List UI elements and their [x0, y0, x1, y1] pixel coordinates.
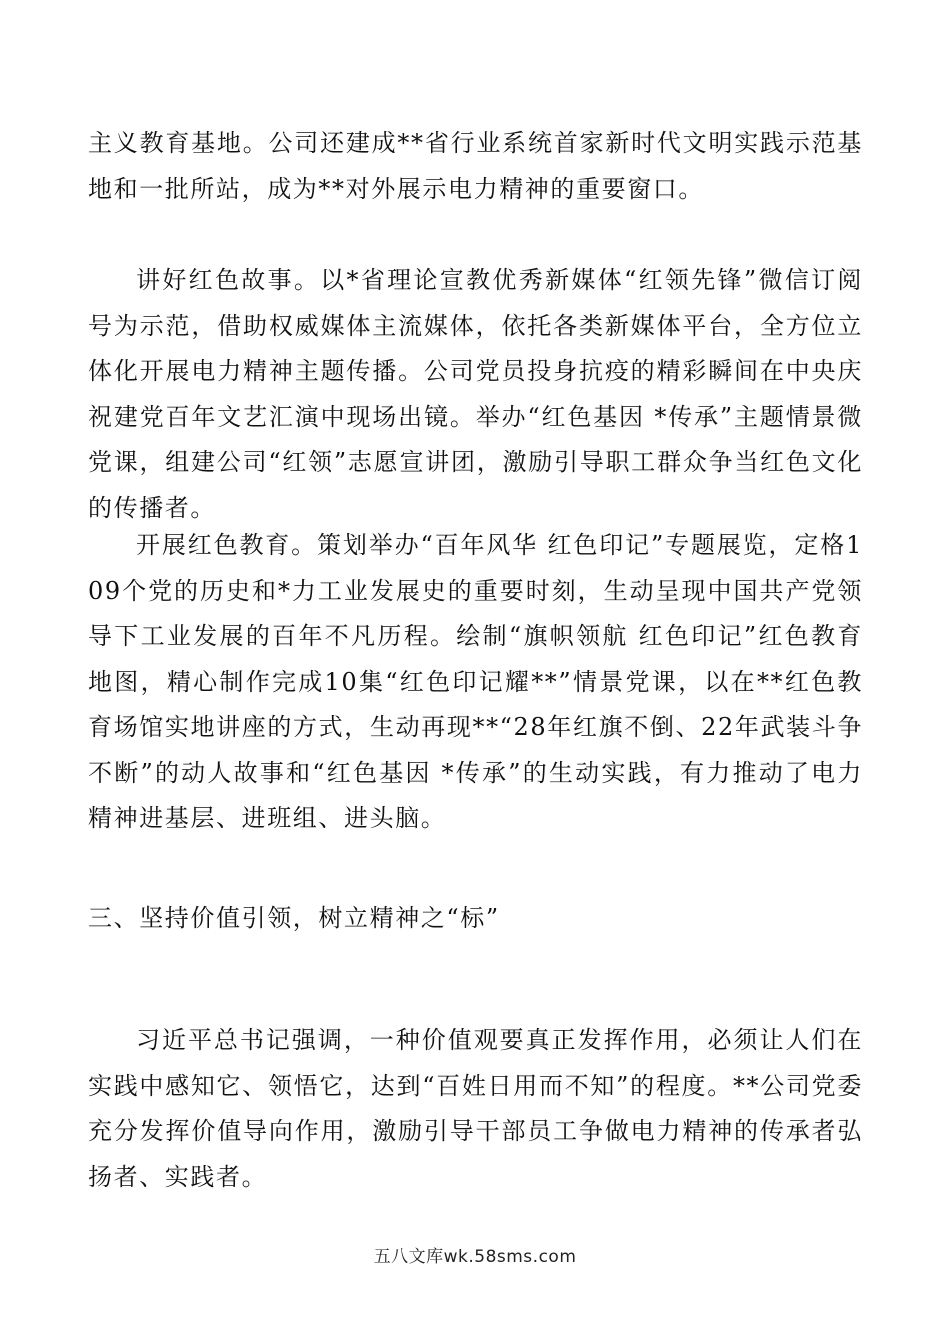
section-heading: 三、坚持价值引领，树立精神之“标”	[88, 904, 500, 932]
footer-watermark: 五八文库wk.58sms.com	[373, 1247, 577, 1267]
paragraph-red-education: 开展红色教育。策划举办“百年风华 红色印记”专题展览，定格109个党的历史和*力工业发展史的重要时刻，生动呈现中国共产党领导下工业发展的百年不凡历程。绘制“旗帜领航 红色印记”红色教育地图，精心制作完成10集“红色印记耀**”情景党课，以在**红色教育场馆实地讲座的方式，生动再现**“28年红旗不倒、22年武装斗争不断”的动人故事和“红色基因 *传承”的生动实践，有力推动了电力精神进基层、进班组、进头脑。	[88, 531, 863, 832]
paragraph-value-guidance: 习近平总书记强调，一种价值观要真正发挥作用，必须让人们在实践中感知它、领悟它，达到“百姓日用而不知”的程度。**公司党委充分发挥价值导向作用，激励引导干部员工争做电力精神的传承者弘扬者、实践者。	[88, 1026, 863, 1191]
paragraph-continuation: 主义教育基地。公司还建成**省行业系统首家新时代文明实践示范基地和一批所站，成为**对外展示电力精神的重要窗口。	[88, 129, 863, 203]
paragraph-red-stories: 讲好红色故事。以*省理论宣教优秀新媒体“红领先锋”微信订阅号为示范，借助权威媒体主流媒体，依托各类新媒体平台，全方位立体化开展电力精神主题传播。公司党员投身抗疫的精彩瞬间在中央庆祝建党百年文艺汇演中现场出镜。举办“红色基因 *传承”主题情景微党课，组建公司“红领”志愿宣讲团，激励引导职工群众争当红色文化的传播者。	[88, 266, 863, 522]
